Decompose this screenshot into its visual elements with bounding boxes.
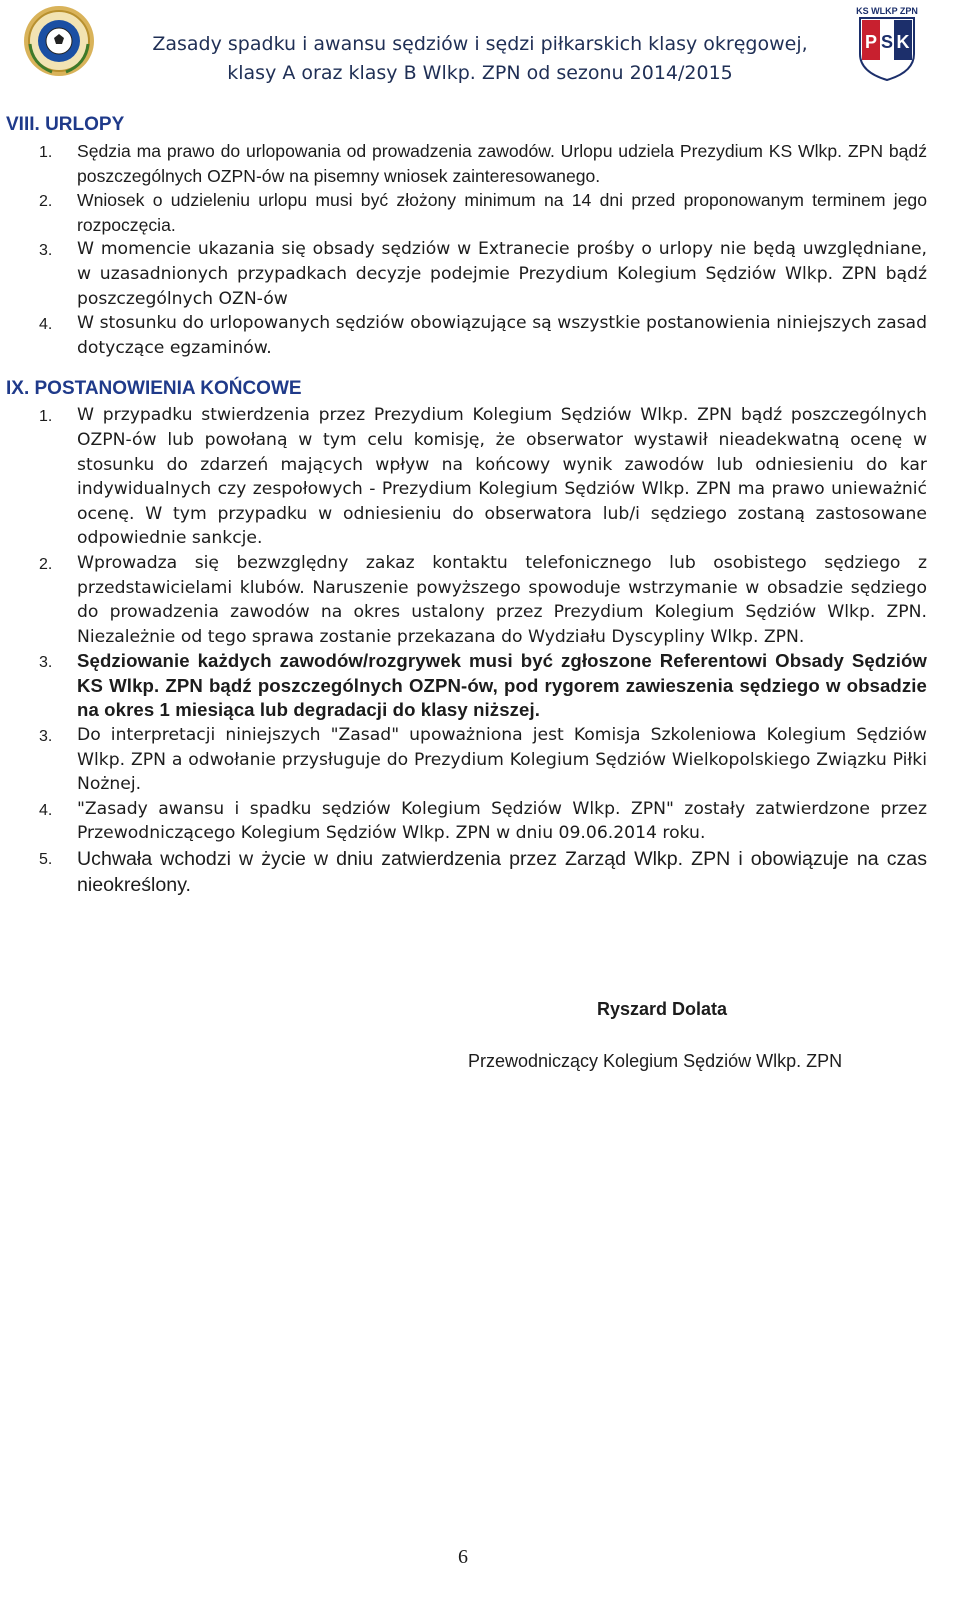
item-number: 4.	[39, 801, 53, 819]
item-number: 1.	[39, 408, 53, 426]
list-item	[6, 797, 956, 846]
item-number: 2.	[39, 193, 53, 211]
list-item	[6, 649, 956, 723]
list-item	[6, 846, 956, 898]
page-number: 6	[458, 1546, 468, 1568]
item-text: W momencie ukazania się obsady sędziów w Extranecie prośby o urlopy nie będą uwzględniane, w uzasadnionych przypadkach decyzje podejmie Prezydium Kolegium Sędziów Wlkp. ZPN bądź poszczególnych OZN-ów	[77, 239, 927, 309]
list-item	[6, 188, 956, 237]
document-title	[110, 30, 850, 88]
signatory-name: Ryszard Dolata	[597, 999, 728, 1019]
item-text: Wniosek o udzieleniu urlopu musi być złożony minimum na 14 dni przed proponowanym terminem jego rozpoczęcia.	[77, 190, 927, 235]
list-item	[6, 723, 956, 797]
item-number: 3.	[39, 654, 53, 672]
item-text: Wprowadza się bezwzględny zakaz kontaktu telefonicznego lub osobistego sędziego z przedstawicielami klubów. Naruszenie powyższego spowoduje wstrzymanie w obsadzie sędziego do prowadzenia zawodów na okres ustalony przez Prezydium Kolegium Sędziów Wlkp. ZPN. Niezależnie od tego sprawa zostanie przekazana do Wydziału Dyscypliny Wlkp. ZPN.	[77, 552, 927, 647]
item-text: W przypadku stwierdzenia przez Prezydium Kolegium Sędziów Wlkp. ZPN bądź poszczególnych OZPN-ów lub powołaną w tym celu komisję, że obserwator wystawił nieadekwatną ocenę w stosunku do zdarzeń mających wpływ na końcowy wynik zawodów lub odniesieniu do kar indywidualnych czy zespołowych - Prezydium Kolegium Sędziów Wlkp. ZPN ma prawo unieważnić ocenę. W tym przypadku w odniesieniu do obserwatora lub/i sędziego zostaną zastosowane odpowiednie sankcje.	[77, 405, 927, 549]
item-text: Do interpretacji niniejszych "Zasad" upoważniona jest Komisja Szkoleniowa Kolegium Sędziów Wlkp. ZPN a odwołanie przysługuje do Prezydium Kolegium Sędziów Wielkopolskiego Związku Piłki Nożnej.	[77, 725, 927, 795]
item-text: Sędzia ma prawo do urlopowania od prowadzenia zawodów. Urlopu udziela Prezydium KS Wlkp. ZPN bądź poszczególnych OZPN-ów na pisemny wniosek zainteresowanego.	[77, 141, 927, 186]
wzpn-logo	[22, 4, 96, 78]
item-number: 3.	[39, 242, 53, 260]
item-text: "Zasady awansu i spadku sędziów Kolegium Sędziów Wlkp. ZPN" zostały zatwierdzone przez Przewodniczącego Kolegium Sędziów Wlkp. ZPN w dniu 09.06.2014 roku.	[77, 798, 927, 844]
section-heading-urlopy: VIII. URLOPY	[6, 114, 125, 135]
title-line-2: klasy A oraz klasy B Wlkp. ZPN od sezonu 2014/2015	[227, 62, 733, 84]
title-line-1: Zasady spadku i awansu sędziów i sędzi piłkarskich klasy okręgowej,	[152, 33, 808, 55]
svg-text:K: K	[896, 32, 910, 52]
signatory-role: Przewodniczący Kolegium Sędziów Wlkp. ZPN	[468, 1051, 843, 1071]
list-item	[6, 311, 956, 360]
ks-wlkp-zpn-logo	[852, 4, 922, 82]
item-number: 5.	[39, 851, 53, 869]
item-number: 2.	[39, 555, 53, 573]
section-heading-postanowienia: IX. POSTANOWIENIA KOŃCOWE	[6, 378, 302, 400]
list-item	[6, 139, 956, 188]
list-item	[6, 237, 956, 311]
document-body	[6, 112, 956, 898]
page-header	[0, 0, 960, 95]
item-number: 1.	[39, 144, 53, 161]
svg-text:S: S	[880, 32, 894, 52]
item-text: Sędziowanie każdych zawodów/rozgrywek musi być zgłoszone Referentowi Obsady Sędziów KS Wlkp. ZPN bądź poszczególnych OZPN-ów, pod rygorem zawieszenia sędziego w obsadzie na okres 1 miesiąca lub degradacji do klasy niższej.	[77, 650, 927, 721]
item-text: W stosunku do urlopowanych sędziów obowiązujące są wszystkie postanowienia niniejszych zasad dotyczące egzaminów.	[77, 313, 927, 358]
list-item	[6, 551, 956, 649]
svg-text:KS WLKP ZPN: KS WLKP ZPN	[856, 6, 918, 16]
item-text: Uchwała wchodzi w życie w dniu zatwierdzenia przez Zarząd Wlkp. ZPN i obowiązuje na czas nieokreślony.	[77, 848, 927, 897]
item-number: 3.	[39, 728, 53, 746]
list-item	[6, 403, 956, 551]
svg-text:P: P	[864, 32, 878, 52]
item-number: 4.	[39, 316, 53, 334]
